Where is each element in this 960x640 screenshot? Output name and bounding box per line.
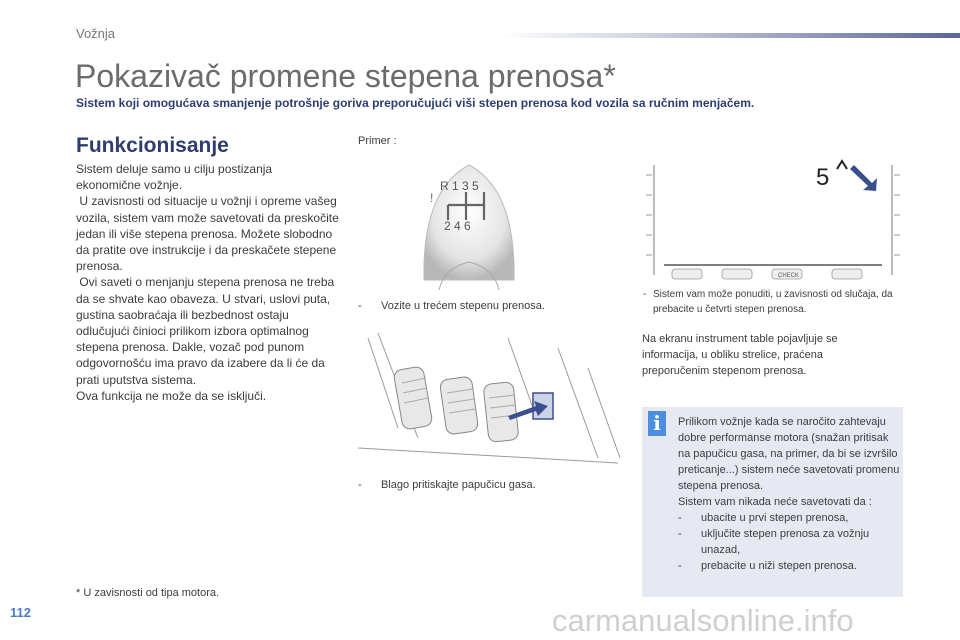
check-button-label: CHECK [778,273,800,279]
body-text [76,161,343,404]
section-label: Vožnja [76,26,116,41]
dash-bullet: - [678,560,682,572]
gear-knob-illustration [404,150,534,290]
gear-top-labels: R 1 3 5 [440,179,479,193]
list-item [678,526,900,558]
gear-bottom-labels: 2 4 6 [444,219,471,233]
section-heading: Funkcionisanje [76,134,229,157]
dash-bullet: - [358,300,362,312]
paragraph: Sistem deluje samo u cilju postizanja ekonomične vožnje. [76,162,273,193]
caption-text: Sistem vam može ponuditi, u zavisnosti od slučaja, da prebacite u četvrti stepen prenosa. [653,289,893,315]
recommended-gear: 5 [816,164,830,191]
paragraph: Ova funkcija ne može da se isključi. [76,388,267,403]
list-item [678,510,900,526]
note-text [678,414,900,574]
list-item-text: uključite stepen prenosa za vožnju unazad, [701,528,870,556]
instrument-cluster-illustration [642,155,904,283]
note-list [678,510,900,574]
note-lead: Sistem vam nikada neće savetovati da : [678,496,872,508]
footnote: * U zavisnosti od tipa motora. [76,587,220,599]
page-subtitle: Sistem koji omogućava smanjenje potrošnje goriva preporučujući viši stepen prenosa kod vozila sa ručnim menjačem. [76,96,755,110]
caption-text: Blago pritiskajte papučicu gasa. [381,479,536,491]
caption-text: Vozite u trećem stepenu prenosa. [381,300,545,312]
cluster-caption [643,287,908,317]
list-item-text: ubacite u prvi stepen prenosa, [701,512,849,524]
pedal-caption [358,477,618,493]
dash-bullet: - [678,512,682,524]
paragraph: U zavisnosti od situacije u vožnji i opreme vašeg vozila, sistem vam može savetovati da preskočite jedan ili više stepena prenosa. Možete slobodno da pratite ove instrukcije i da preskačete stepene prenosa. [76,194,343,274]
paragraph: Ovi saveti o menjanju stepena prenosa ne treba da se shvate kao obaveza. U stvari, uslovi puta, gustina saobraćaja ili bezbednost ostaju odlučujući činioci prilikom izbora optimalnog stepena prenosa. Dakle, vozač pod punom odgovornošću ima pravo da izabere da li će da prati uputstva sistema. [76,275,338,387]
reverse-warning-mark: ! [430,191,434,205]
watermark: carmanualsonline.info [552,603,854,638]
gear-caption [358,298,618,314]
pedals-illustration [358,328,620,473]
dash-bullet: - [358,479,362,491]
note-intro: Prilikom vožnje kada se naročito zahtevaju dobre performanse motora (snažan pritisak na papučicu gasa, na primer, da bi se izvršilo preticanje...) sistem neće savetovati promenu stepena prenosa. [678,416,900,492]
list-item [678,558,900,574]
header-gradient-bar [500,33,960,38]
page-number: 112 [10,605,31,620]
list-item-text: prebacite u niži stepen prenosa. [701,560,857,572]
example-label: Primer : [358,135,397,147]
dash-bullet: - [643,289,647,300]
dash-bullet: - [678,528,682,540]
info-paragraph: Na ekranu instrument table pojavljuje se informacija, u obliku strelice, praćena preporučenim stepenom prenosa. [642,333,838,377]
page-title: Pokazivač promene stepena prenosa* [75,58,616,94]
info-icon: i [648,411,666,436]
